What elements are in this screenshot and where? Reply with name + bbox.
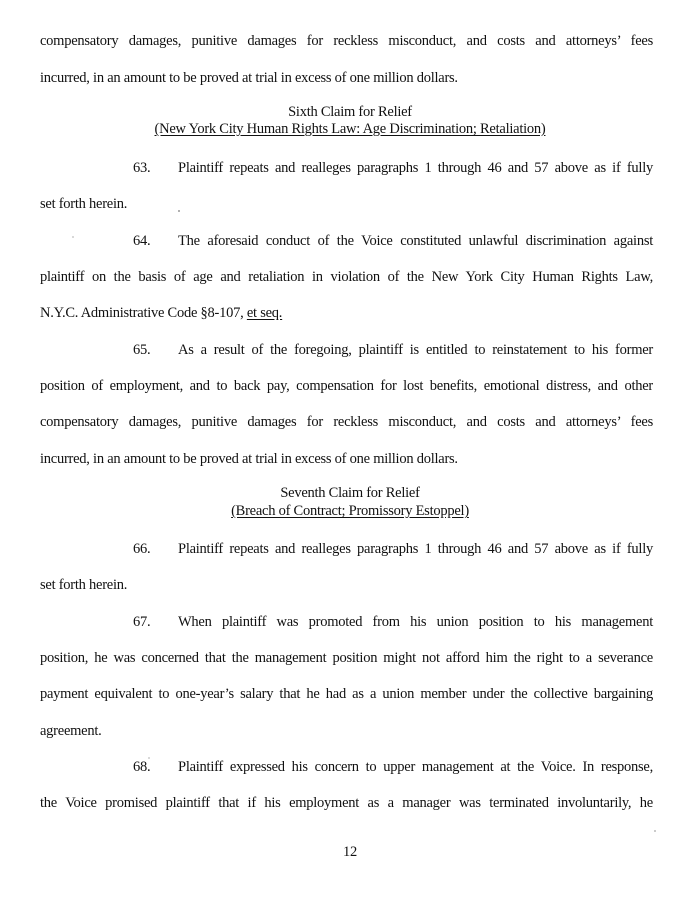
continuation-line-1: compensatory damages, punitive damages for reckless misconduct, and costs and attorneys’ fees <box>40 33 653 49</box>
page-number: 12 <box>343 844 357 860</box>
paragraph-number: 66. <box>133 541 151 557</box>
paragraph-number: 65. <box>133 342 151 358</box>
paragraph-number: 64. <box>133 233 151 249</box>
paragraph-text: Plaintiff repeats and realleges paragraphs 1 through 46 and 57 above as if fully <box>178 541 653 557</box>
paragraph-text: As a result of the foregoing, plaintiff is entitled to reinstatement to his former <box>178 342 653 358</box>
paragraph-text: When plaintiff was promoted from his union position to his management <box>178 614 653 630</box>
paragraph-65-line-3: compensatory damages, punitive damages for reckless misconduct, and costs and attorneys’ fees <box>40 414 653 430</box>
paragraph-text: Plaintiff repeats and realleges paragraphs 1 through 46 and 57 above as if fully <box>178 160 653 176</box>
sixth-claim-subtitle <box>0 120 700 138</box>
paragraph-65-line-4: incurred, in an amount to be proved at trial in excess of one million dollars. <box>40 451 458 467</box>
paragraph-text: The aforesaid conduct of the Voice constituted unlawful discrimination against <box>178 233 653 249</box>
paragraph-65-line-2: position of employment, and to back pay, compensation for lost benefits, emotional distress, and other <box>40 378 653 394</box>
paragraph-text: Plaintiff expressed his concern to upper management at the Voice. In response, <box>178 759 653 775</box>
scan-speck <box>148 757 150 759</box>
seventh-claim-subtitle <box>0 502 700 520</box>
sixth-claim-subtitle-text: (New York City Human Rights Law: Age Discrimination; Retaliation) <box>154 121 546 137</box>
continuation-line-2: incurred, in an amount to be proved at trial in excess of one million dollars. <box>40 70 458 86</box>
sixth-claim-title: Sixth Claim for Relief <box>288 104 412 120</box>
paragraph-number: 68. <box>133 759 151 775</box>
scan-speck <box>654 830 656 832</box>
et-seq-underlined: et seq. <box>246 305 283 321</box>
paragraph-63-line-2: set forth herein. <box>40 196 128 212</box>
seventh-claim-title: Seventh Claim for Relief <box>280 485 420 501</box>
paragraph-68-line-2: the Voice promised plaintiff that if his employment as a manager was terminated involuntarily, he <box>40 795 653 811</box>
paragraph-67-line-3: payment equivalent to one-year’s salary that he had as a union member under the collective bargaining <box>40 686 653 702</box>
paragraph-number: 63. <box>133 160 151 176</box>
paragraph-67-line-4: agreement. <box>40 723 102 739</box>
paragraph-64-line-3 <box>40 304 653 322</box>
paragraph-66-line-2: set forth herein. <box>40 577 128 593</box>
paragraph-67-line-2: position, he was concerned that the management position might not afford him the right to a severance <box>40 650 653 666</box>
scan-speck <box>72 236 74 238</box>
scan-speck <box>178 210 180 212</box>
paragraph-64-line-2: plaintiff on the basis of age and retaliation in violation of the New York City Human Rights Law, <box>40 269 653 285</box>
paragraph-number: 67. <box>133 614 151 630</box>
seventh-claim-subtitle-text: (Breach of Contract; Promissory Estoppel) <box>231 503 469 519</box>
statute-citation: N.Y.C. Administrative Code §8-107, <box>40 305 247 321</box>
